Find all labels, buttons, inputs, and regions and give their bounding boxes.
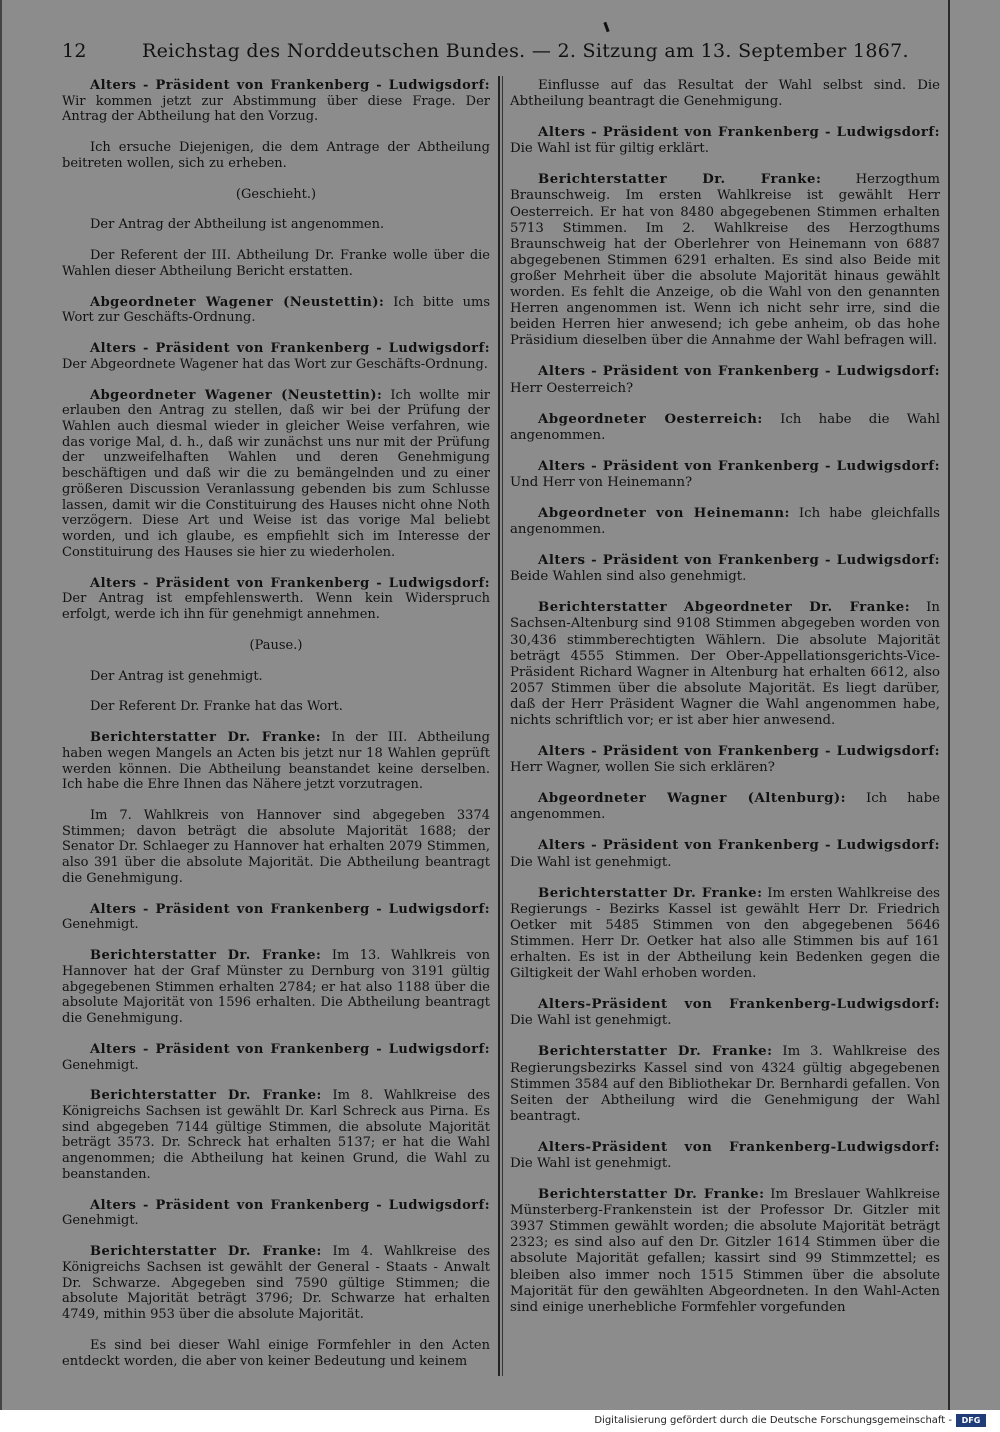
- speaker-label: Berichterstatter Dr. Franke:: [90, 1088, 322, 1104]
- paragraph-text: Die Wahl ist genehmigt.: [510, 1013, 672, 1029]
- footer-bar: [0, 1410, 1000, 1432]
- speaker-label: Berichterstatter Dr. Franke:: [538, 172, 822, 188]
- paragraph: [510, 886, 940, 983]
- paragraph-text: (Pause.): [249, 637, 303, 653]
- speaker-label: Alters - Präsident von Frankenberg - Ludwigsdorf:: [90, 901, 490, 917]
- paragraph: [62, 902, 490, 933]
- speaker-label: Abgeordneter Wagner (Altenburg):: [538, 791, 847, 807]
- paragraph: [510, 78, 940, 110]
- speaker-label: Alters - Präsident von Frankenberg - Ludwigsdorf:: [90, 1197, 490, 1213]
- paragraph: [510, 506, 940, 538]
- speaker-label: Berichterstatter Dr. Franke:: [538, 885, 763, 901]
- paragraph-text: Im Breslauer Wahlkreise Münsterberg-Frankenstein ist der Professor Dr. Gitzler mit 3937 Stimmen gewählt worden; die absolute Majorität beträgt 2323; es sind also auf den Dr. Gitzler 1614 Stimmen über die absolute Majorität gefallen; kassirt sind 99 Stimmzettel; es bleiben also immer noch 1515 Stimmen über die absolute Majorität für den gewählten Abgeordneten. In den Wahl-Acten sind einige unerhebliche Formfehler vorgefunden: [510, 1187, 940, 1315]
- paragraph: [62, 217, 490, 233]
- paragraph-text: Der Referent Dr. Franke hat das Wort.: [90, 699, 343, 715]
- paragraph: [510, 1140, 940, 1172]
- paragraph: [510, 125, 940, 157]
- paragraph-text: Im 7. Wahlkreis von Hannover sind abgegeben 3374 Stimmen; davon beträgt die absolute Majorität 1688; der Senator Dr. Schlaeger zu Hannover hat erhalten 2079 Stimmen, also 391 über die absolute Majorität. Die Abtheilung beantragt die Genehmigung.: [62, 807, 490, 886]
- speaker-label: Alters - Präsident von Frankenberg - Ludwigsdorf:: [90, 1041, 490, 1057]
- paragraph-text: In der III. Abtheilung haben wegen Mangels an Acten bis jetzt nur 18 Wahlen geprüft werden können. Die Abtheilung beanstandet keine derselben. Ich habe die Ehre Ihnen das Nähere jetzt vorzutragen.: [62, 730, 490, 793]
- column-rule: [498, 76, 500, 1376]
- paragraph: [62, 140, 490, 171]
- paragraph: [510, 364, 940, 396]
- paragraph-text: Die Wahl ist genehmigt.: [510, 1155, 672, 1171]
- paragraph: [510, 1044, 940, 1124]
- paragraph-text: Im ersten Wahlkreise des Regierungs - Bezirks Kassel ist gewählt Herr Dr. Friedrich Oetker mit 5485 Stimmen von den abgegebenen 5646 Stimmen. Herr Dr. Oetker hat also alle Stimmen bis auf 161 erhalten. Es ist in der Abtheilung kein Bedenken gegen die Giltigkeit der Wahl erhoben worden.: [510, 885, 940, 982]
- paragraph: [510, 172, 940, 349]
- paragraph: [62, 1244, 490, 1323]
- speaker-label: Abgeordneter Oesterreich:: [538, 411, 763, 427]
- speaker-label: Alters-Präsident von Frankenberg-Ludwigsdorf:: [538, 997, 940, 1013]
- paragraph: [62, 948, 490, 1027]
- scan-mark: [603, 22, 609, 32]
- speaker-label: Berichterstatter Dr. Franke:: [538, 1044, 773, 1060]
- paragraph: [62, 248, 490, 279]
- paragraph: [62, 1338, 490, 1369]
- right-column: [510, 78, 940, 1331]
- paragraph-text: Der Referent der III. Abtheilung Dr. Franke wolle über die Wahlen dieser Abtheilung Bericht erstatten.: [62, 248, 490, 279]
- paragraph-text: In Sachsen-Altenburg sind 9108 Stimmen abgegeben worden von 30,436 stimmberechtigten Wählern. Die absolute Majorität beträgt 4555 Stimmen. Der Ober-Appellationsgerichts-Vice-Präsident Richard Wagner in Altenburg hat erhalten 6612, also 2057 Stimmen über die absolute Majorität. Es liegt darüber, daß der Herr Präsident Wagner die Wahl angenommen habe, nichts schriftlich vor; er ist aber hier anwesend.: [510, 600, 940, 728]
- paragraph: [62, 1198, 490, 1229]
- page-edge-line: [948, 0, 950, 1410]
- paragraph: [510, 412, 940, 444]
- dfg-logo: DFG: [956, 1414, 986, 1427]
- paragraph-text: Ich ersuche Diejenigen, die dem Antrage der Abtheilung beitreten wollen, sich zu erheben.: [62, 140, 490, 171]
- paragraph-text: Genehmigt.: [62, 1057, 139, 1073]
- paragraph: [62, 576, 490, 623]
- speaker-label: Abgeordneter Wagener (Neustettin):: [90, 387, 383, 403]
- funding-credit: Digitalisierung gefördert durch die Deutsche Forschungsgemeinschaft -: [594, 1415, 952, 1426]
- paragraph-text: Der Antrag der Abtheilung ist angenommen.: [90, 217, 385, 233]
- paragraph: [510, 791, 940, 823]
- paragraph-text: Die Wahl ist genehmigt.: [510, 854, 672, 870]
- paragraph: [62, 638, 490, 654]
- speaker-label: Alters-Präsident von Frankenberg-Ludwigsdorf:: [538, 1139, 940, 1155]
- paragraph-text: Ich habe die Wahl angenommen.: [510, 411, 940, 443]
- paragraph-text: Ich wollte mir erlauben den Antrag zu stellen, daß wir bei der Prüfung der Wahlen auch diesmal wieder in gleicher Weise verfahren, wie das vorige Mal, d. h., daß wir zunächst uns nur mit der Prüfung der unzweifelhaften Wahlen und deren Genehmigung beschäftigen und daß wir die zu bemängelnden und zu einer größeren Discussion Veranlassung gebenden bis zum Schlusse lassen, damit wir die Constituirung des Hauses nicht ohne Noth verzögern. Diese Art und Weise ist das vorige Mal beliebt worden, und ich glaube, es empfiehlt sich im Interesse der Constituirung des Hauses sie hier zu wiederholen.: [62, 387, 490, 560]
- paragraph-text: (Geschieht.): [235, 186, 317, 202]
- paragraph-text: Herr Wagner, wollen Sie sich erklären?: [510, 760, 775, 776]
- column-rule-thin: [502, 76, 503, 1376]
- speaker-label: Alters - Präsident von Frankenberg - Ludwigsdorf:: [90, 341, 490, 357]
- paragraph: [62, 187, 490, 203]
- speaker-label: Berichterstatter Dr. Franke:: [90, 1244, 322, 1260]
- left-column: [62, 78, 490, 1384]
- paragraph: [510, 459, 940, 491]
- speaker-label: Alters - Präsident von Frankenberg - Ludwigsdorf:: [538, 364, 940, 380]
- paragraph-text: Ich habe angenommen.: [510, 791, 940, 823]
- paragraph-text: Beide Wahlen sind also genehmigt.: [510, 569, 747, 585]
- paragraph: [510, 553, 940, 585]
- scan-edge-left: [0, 0, 2, 1410]
- paragraph-text: Die Wahl ist für giltig erklärt.: [510, 141, 709, 157]
- paragraph: [62, 1088, 490, 1182]
- paragraph-text: Ich bitte ums Wort zur Geschäfts-Ordnung.: [62, 294, 491, 326]
- paragraph: [62, 341, 490, 372]
- paragraph: [510, 997, 940, 1029]
- speaker-label: Alters - Präsident von Frankenberg - Ludwigsdorf:: [538, 744, 940, 760]
- speaker-label: Alters - Präsident von Frankenberg - Ludwigsdorf:: [538, 553, 940, 569]
- paragraph-text: Im 4. Wahlkreise des Königreichs Sachsen ist gewählt der General - Staats - Anwalt Dr. Schwarze. Abgegeben sind 7590 gültige Stimmen; die absolute Majorität beträgt 3796; Dr. Schwarze hat erhalten 4749, mithin 953 über die absolute Majorität.: [62, 1244, 490, 1323]
- paragraph-text: Der Antrag ist empfehlenswerth. Wenn kein Widerspruch erfolgt, werde ich ihn für genehmigt annehmen.: [62, 591, 490, 623]
- speaker-label: Abgeordneter von Heinemann:: [538, 505, 790, 521]
- speaker-label: Berichterstatter Abgeordneter Dr. Franke:: [538, 600, 911, 616]
- paragraph: [62, 388, 490, 561]
- speaker-label: Alters - Präsident von Frankenberg - Ludwigsdorf:: [538, 838, 940, 854]
- paragraph-text: Ich habe gleichfalls angenommen.: [510, 505, 941, 538]
- paragraph: [510, 600, 940, 729]
- paragraph-text: Der Antrag ist genehmigt.: [90, 668, 263, 684]
- paragraph: [62, 78, 490, 125]
- speaker-label: Alters - Präsident von Frankenberg - Ludwigsdorf:: [90, 78, 490, 93]
- page-number: 12: [62, 40, 87, 62]
- paragraph: [510, 1187, 940, 1316]
- speaker-label: Berichterstatter Dr. Franke:: [90, 948, 322, 964]
- paragraph: [62, 295, 490, 326]
- speaker-label: Berichterstatter Dr. Franke:: [538, 1187, 765, 1203]
- paragraph-text: Einflusse auf das Resultat der Wahl selbst sind. Die Abtheilung beantragt die Genehmigung.: [510, 78, 940, 110]
- speaker-label: Alters - Präsident von Frankenberg - Ludwigsdorf:: [538, 125, 940, 141]
- paragraph-text: Es sind bei dieser Wahl einige Formfehler in den Acten entdeckt worden, die aber von keiner Bedeutung und keinem: [62, 1337, 490, 1369]
- paragraph-text: Herzogthum Braunschweig. Im ersten Wahlkreise ist gewählt Herr Oesterreich. Er hat von 8480 abgegebenen Stimmen erhalten 5713 Stimmen. Im 2. Wahlkreise des Herzogthums Braunschweig hat der Oberlehrer von Heinemann von 6887 abgegebenen Stimmen 6291 erhalten. Es sind also Beide mit großer Mehrheit über die absolute Majorität hinaus gewählt worden. Es fehlt die Anzeige, ob die Wahl von den genannten Herren angenommen ist. Wenn ich nicht sehr irre, sind die beiden Herren hier anwesend; ich gebe anheim, ob das hohe Präsidium dieselben über die Annahme der Wahl befragen will.: [510, 172, 940, 349]
- paragraph-text: Der Abgeordnete Wagener hat das Wort zur Geschäfts-Ordnung.: [62, 356, 488, 372]
- paragraph-text: Im 3. Wahlkreise des Regierungsbezirks Kassel sind von 4324 gültig abgegebenen Stimmen 3584 auf den Bibliothekar Dr. Bernhardi gefallen. Von Seiten der Abtheilung wird die Genehmigung der Wahl beantragt.: [510, 1044, 940, 1124]
- paragraph: [510, 838, 940, 870]
- paragraph-text: Wir kommen jetzt zur Abstimmung über diese Frage. Der Antrag der Abtheilung hat den Vorzug.: [62, 93, 490, 125]
- speaker-label: Alters - Präsident von Frankenberg - Ludwigsdorf:: [90, 575, 490, 591]
- paragraph-text: Genehmigt.: [62, 1213, 139, 1229]
- paragraph: [62, 808, 490, 887]
- paragraph-text: Genehmigt.: [62, 917, 139, 933]
- running-title: Reichstag des Norddeutschen Bundes. — 2. Sitzung am 13. September 1867.: [142, 40, 909, 62]
- paragraph: [62, 730, 490, 793]
- paragraph-text: Und Herr von Heinemann?: [510, 474, 693, 490]
- paragraph-text: Herr Oesterreich?: [510, 380, 634, 396]
- paragraph: [62, 1042, 490, 1073]
- paragraph: [62, 699, 490, 715]
- paragraph-text: Im 8. Wahlkreise des Königreichs Sachsen ist gewählt Dr. Karl Schreck aus Pirna. Es sind abgegeben 7144 gültige Stimmen, die absolute Majorität beträgt 3573. Dr. Schreck hat erhalten 5137; er hat die Wahl angenommen; die Abtheilung hat keinen Grund, die Wahl zu beanstanden.: [62, 1088, 490, 1182]
- page-header: [62, 40, 909, 62]
- speaker-label: Berichterstatter Dr. Franke:: [90, 730, 322, 746]
- paragraph: [510, 744, 940, 776]
- speaker-label: Alters - Präsident von Frankenberg - Ludwigsdorf:: [538, 458, 940, 474]
- speaker-label: Abgeordneter Wagener (Neustettin):: [90, 294, 385, 310]
- paragraph: [62, 669, 490, 685]
- paragraph-text: Im 13. Wahlkreis von Hannover hat der Graf Münster zu Dernburg von 3191 gültig abgegebenen Stimmen erhalten 2784; er hat also 1188 über die absolute Majorität von 1596 erhalten. Die Abtheilung beantragt die Genehmigung.: [62, 948, 490, 1027]
